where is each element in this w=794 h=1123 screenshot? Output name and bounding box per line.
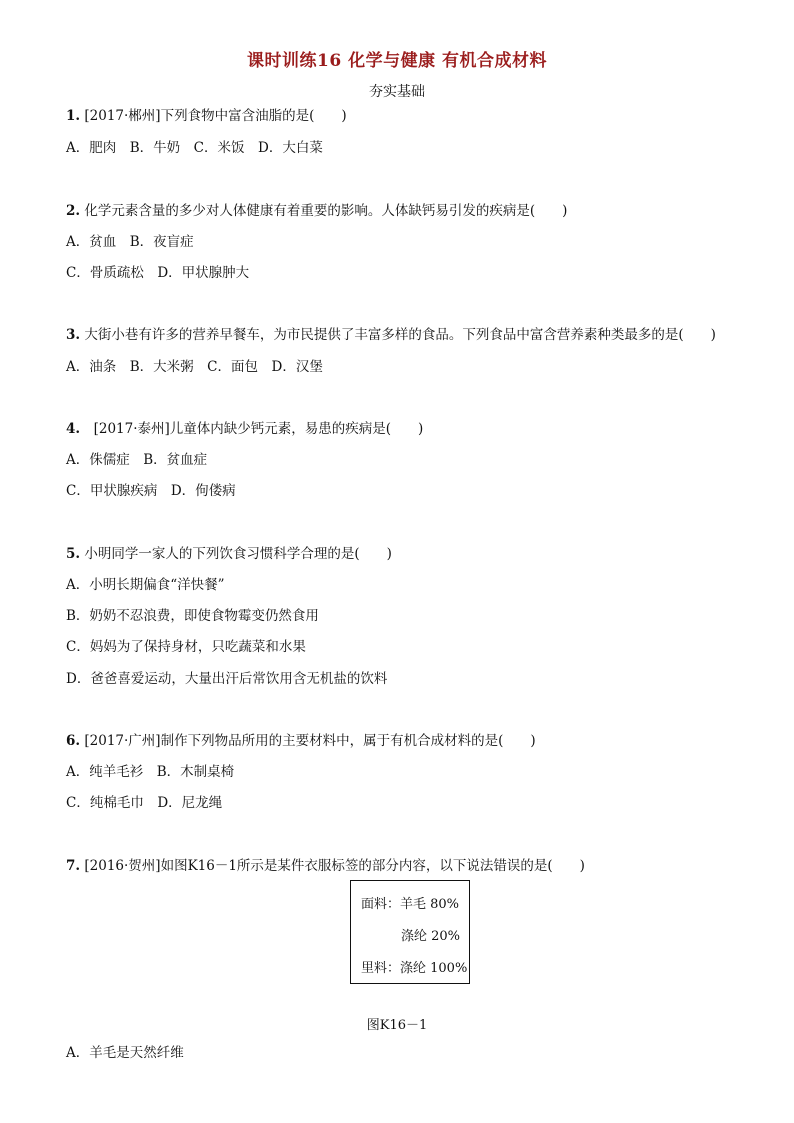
question-6-options-cd: C．纯棉毛巾 D．尼龙绳: [66, 795, 223, 811]
question-5-option-b: B．奶奶不忍浪费，即使食物霉变仍然食用: [66, 608, 319, 624]
question-number: 6.: [66, 733, 81, 749]
label-row-lining: 里料：涤纶 100%: [361, 961, 468, 976]
question-stem: [2017·郴州]下列食物中富含油脂的是( ): [80, 108, 347, 124]
question-stem: [2017·泰州]儿童体内缺少钙元素，易患的疾病是( ): [80, 421, 424, 437]
question-7-option-a: A．羊毛是天然纤维: [66, 1045, 184, 1061]
question-3: [66, 326, 716, 344]
question-2-options-cd: C．骨质疏松 D．甲状腺肿大: [66, 265, 250, 281]
question-3-options: A．油条 B．大米粥 C．面包 D．汉堡: [66, 359, 323, 375]
question-6: [66, 732, 536, 750]
question-stem: [2016·贺州]如图K16－1所示是某件衣服标签的部分内容，以下说法错误的是( ): [80, 858, 585, 874]
label-row-fabric-wool: 面料：羊毛 80%: [361, 897, 460, 912]
question-7: [66, 857, 585, 875]
figure-caption: 图K16－1: [366, 1018, 428, 1033]
question-6-options-ab: A．纯羊毛衫 B．木制桌椅: [66, 764, 235, 780]
question-stem: [2017·广州]制作下列物品所用的主要材料中，属于有机合成材料的是( ): [80, 733, 536, 749]
question-number: 2.: [66, 203, 81, 219]
question-stem: 大街小巷有许多的营养早餐车，为市民提供了丰富多样的食品。下列食品中富含营养素种类最多的是( ): [80, 327, 716, 343]
question-4: [66, 420, 423, 438]
question-number: 1.: [66, 108, 81, 124]
question-5: [66, 545, 392, 563]
section-subtitle: 夯实基础: [369, 84, 425, 100]
question-number: 3.: [66, 327, 81, 343]
question-5-option-a: A．小明长期偏食“洋快餐”: [66, 577, 225, 593]
question-4-options-cd: C．甲状腺疾病 D．佝偻病: [66, 483, 236, 499]
question-4-options-ab: A．侏儒症 B．贫血症: [66, 452, 208, 468]
question-1-options: A．肥肉 B．牛奶 C．米饭 D．大白菜: [66, 140, 323, 156]
question-number: 4.: [66, 421, 81, 437]
question-2: [66, 202, 567, 220]
question-2-options-ab: A．贫血 B．夜盲症: [66, 234, 194, 250]
clothing-label-figure: [350, 880, 470, 984]
question-5-option-c: C．妈妈为了保持身材，只吃蔬菜和水果: [66, 639, 306, 655]
question-1: [66, 107, 347, 125]
question-stem: 小明同学一家人的下列饮食习惯科学合理的是( ): [80, 546, 392, 562]
question-number: 7.: [66, 858, 81, 874]
page-title: 课时训练16 化学与健康 有机合成材料: [247, 51, 547, 71]
question-number: 5.: [66, 546, 81, 562]
label-row-fabric-polyester: 涤纶 20%: [401, 929, 461, 944]
question-stem: 化学元素含量的多少对人体健康有着重要的影响。人体缺钙易引发的疾病是( ): [80, 203, 568, 219]
question-5-option-d: D．爸爸喜爱运动，大量出汗后常饮用含无机盐的饮料: [66, 671, 388, 687]
